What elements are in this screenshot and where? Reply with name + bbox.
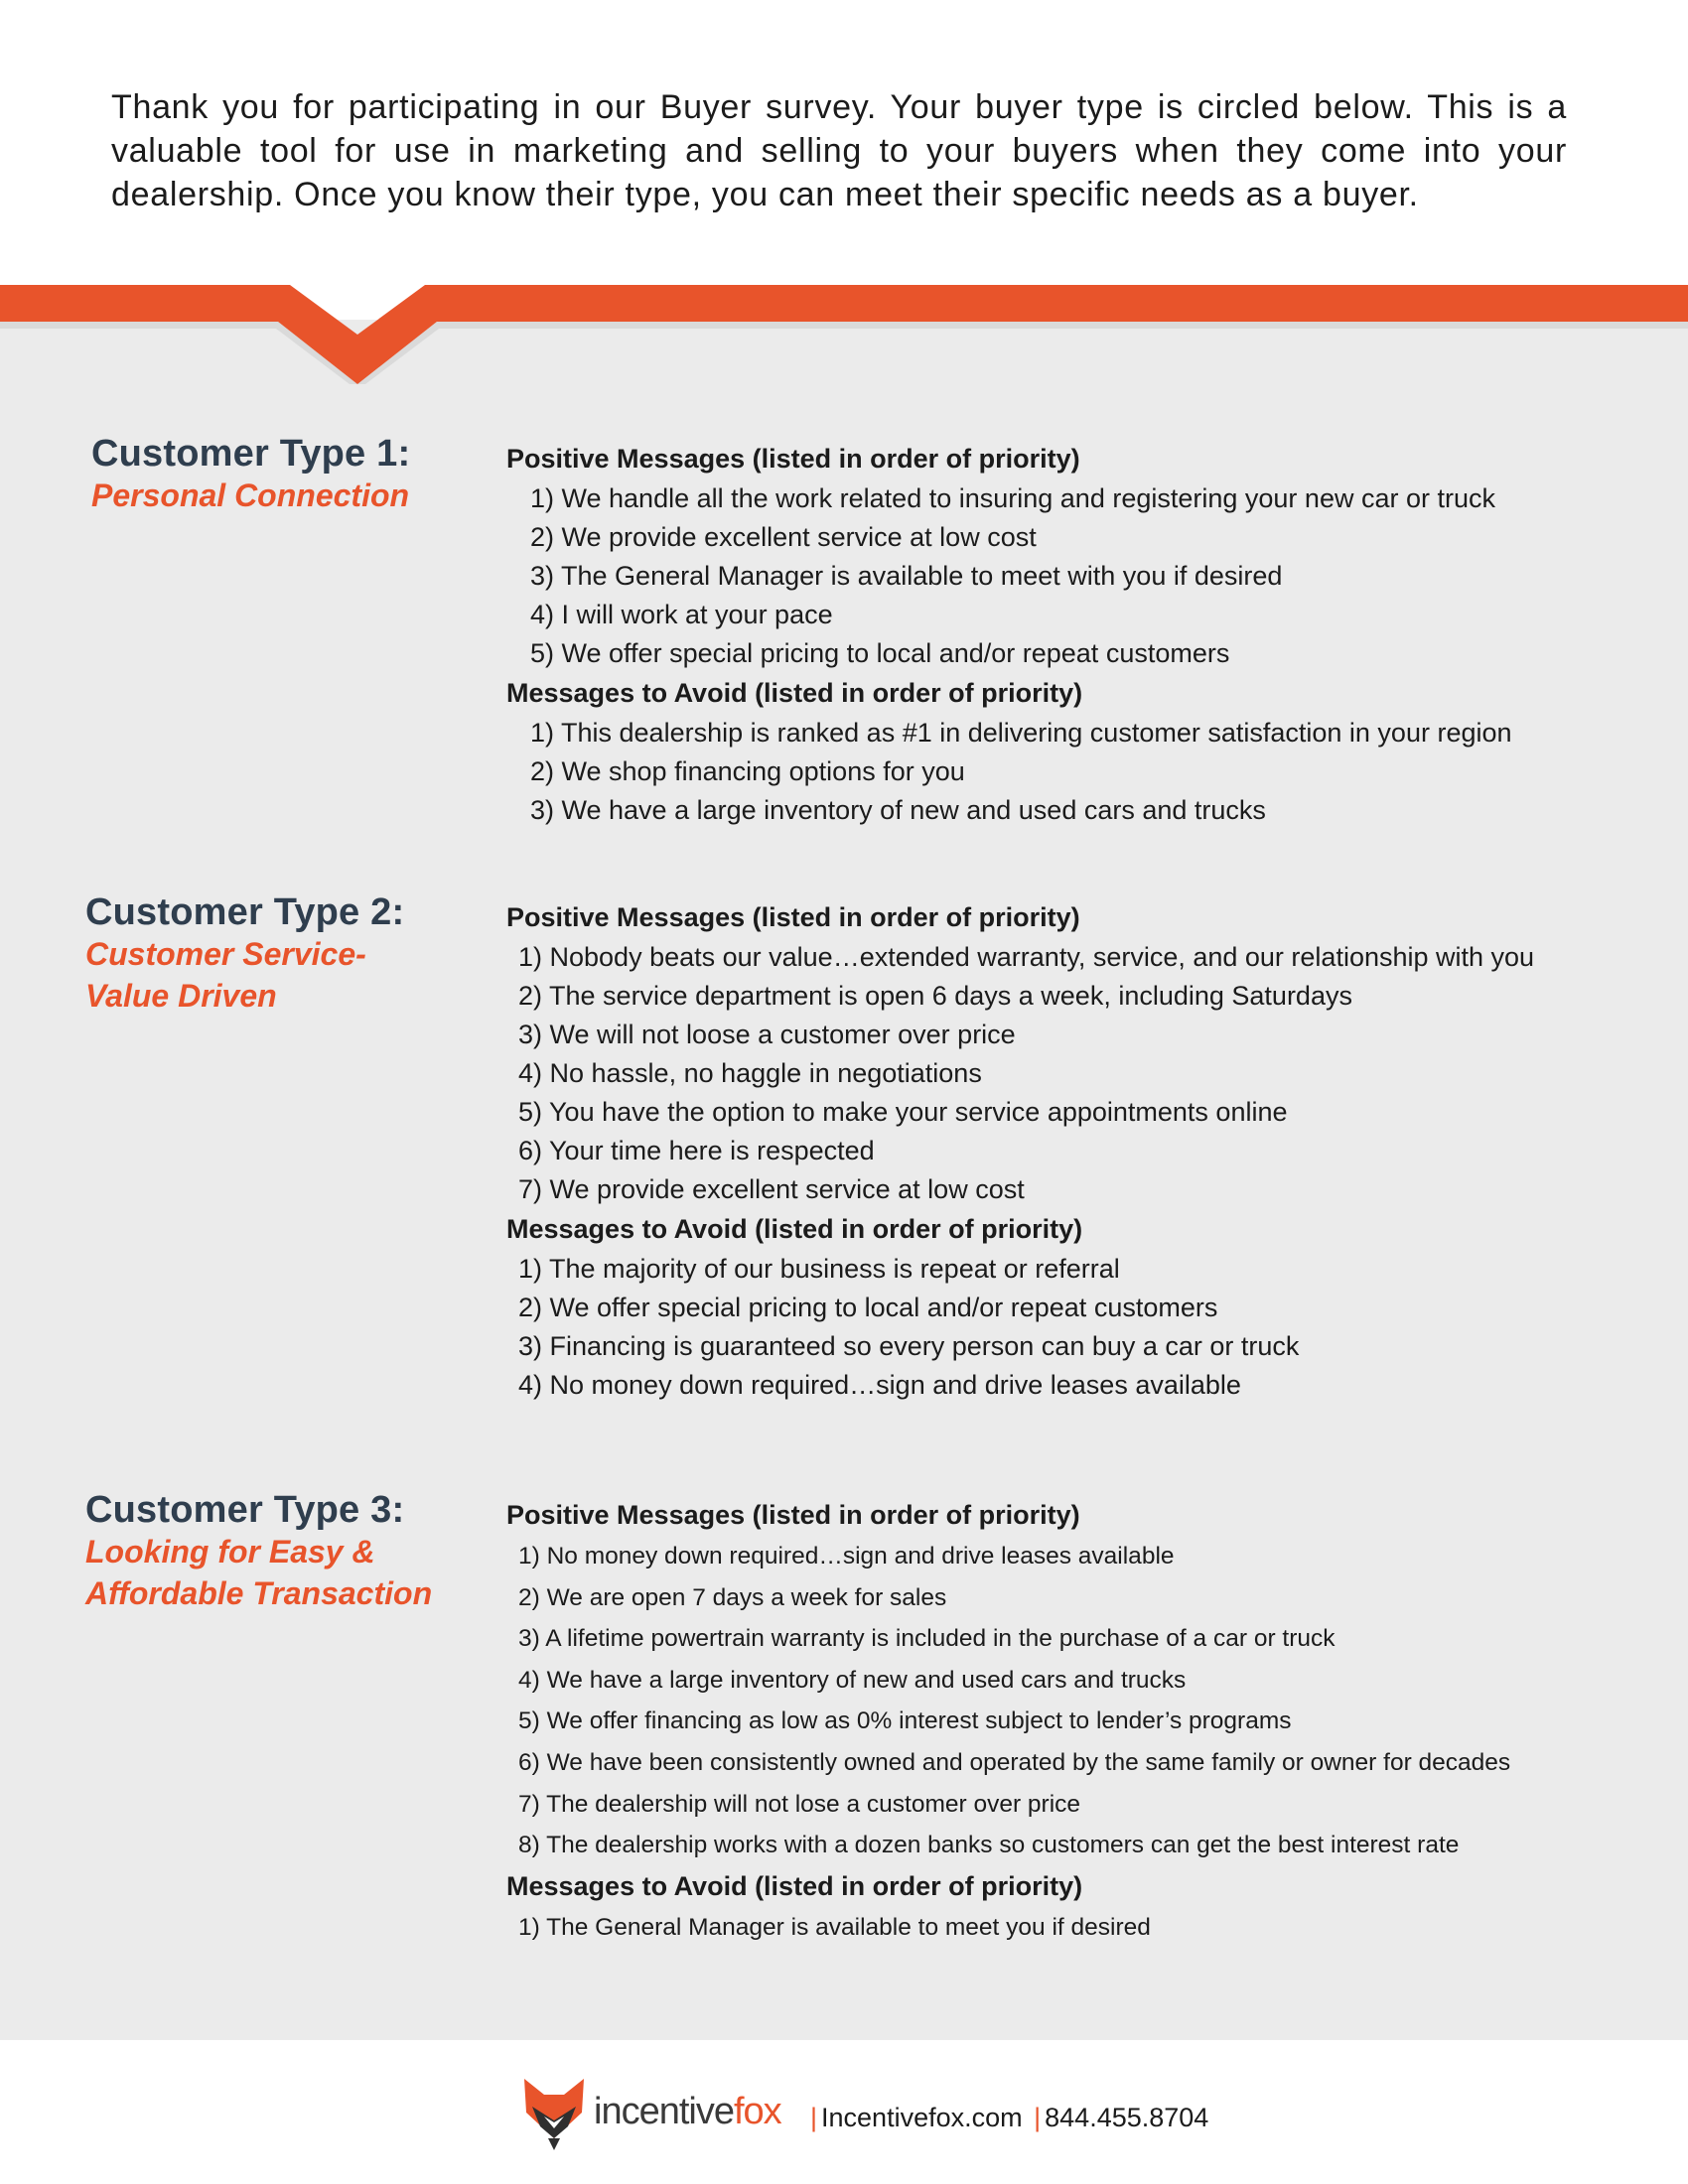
positive-messages-heading: Positive Messages (listed in order of priority)	[506, 902, 1080, 932]
list-item: 7) The dealership will not lose a customer over price	[518, 1790, 1081, 1818]
positive-messages-heading: Positive Messages (listed in order of priority)	[506, 1500, 1080, 1530]
footer-contact	[806, 2103, 1208, 2133]
customer-type-2-title: Customer Type 2:	[85, 891, 405, 933]
customer-type-3-title: Customer Type 3:	[85, 1489, 405, 1531]
list-item: 2) We shop financing options for you	[530, 756, 965, 786]
list-item: 6) Your time here is respected	[518, 1136, 875, 1165]
list-item: 5) We offer financing as low as 0% interest subject to lender’s programs	[518, 1707, 1292, 1735]
intro-paragraph: Thank you for participating in our Buyer survey. Your buyer type is circled below. This is a valuable tool for use in marketing and selling to your buyers when they come into your dealership. Once you know their type, you can meet their specific needs as a buyer.	[111, 88, 1567, 213]
list-item: 1) We handle all the work related to insuring and registering your new car or truck	[530, 483, 1495, 513]
customer-type-1-messages	[506, 439, 1512, 830]
list-item: 3) We will not loose a customer over price	[518, 1020, 1016, 1049]
separator: |	[810, 2103, 818, 2132]
list-item: 2) We are open 7 days a week for sales	[518, 1583, 947, 1611]
list-item: 2) We offer special pricing to local and/or repeat customers	[518, 1293, 1218, 1322]
customer-type-1-title: Customer Type 1:	[91, 433, 411, 475]
logo-part-1: incentive	[594, 2091, 734, 2132]
list-item: 1) The majority of our business is repeat or referral	[518, 1254, 1120, 1284]
list-item: 3) A lifetime powertrain warranty is included in the purchase of a car or truck	[518, 1625, 1336, 1653]
website-link[interactable]: Incentivefox.com	[821, 2103, 1023, 2132]
customer-type-2-messages	[506, 897, 1534, 1405]
list-item: 8) The dealership works with a dozen banks so customers can get the best interest rate	[518, 1832, 1460, 1859]
list-item: 2) The service department is open 6 days a week, including Saturdays	[518, 981, 1352, 1011]
list-item: 7) We provide excellent service at low cost	[518, 1174, 1025, 1204]
separator: |	[1034, 2103, 1042, 2132]
list-item: 4) I will work at your pace	[530, 600, 833, 629]
messages-to-avoid-heading: Messages to Avoid (listed in order of priority)	[506, 678, 1083, 708]
company-logo-text	[594, 2091, 781, 2133]
list-item: 1) No money down required…sign and drive leases available	[518, 1543, 1175, 1570]
list-item: 3) We have a large inventory of new and used cars and trucks	[530, 795, 1266, 825]
list-item: 3) The General Manager is available to meet with you if desired	[530, 561, 1283, 591]
positive-messages-heading: Positive Messages (listed in order of priority)	[506, 444, 1080, 474]
list-item: 4) No hassle, no haggle in negotiations	[518, 1058, 982, 1088]
list-item: 3) Financing is guaranteed so every person can buy a car or truck	[518, 1331, 1300, 1361]
list-item: 5) You have the option to make your service appointments online	[518, 1097, 1288, 1127]
list-item: 1) This dealership is ranked as #1 in delivering customer satisfaction in your region	[530, 718, 1512, 748]
list-item: 2) We provide excellent service at low cost	[530, 522, 1037, 552]
list-item: 1) Nobody beats our value…extended warranty, service, and our relationship with you	[518, 942, 1535, 972]
list-item: 4) No money down required…sign and drive leases available	[518, 1370, 1241, 1400]
messages-to-avoid-heading: Messages to Avoid (listed in order of priority)	[506, 1870, 1083, 1901]
list-item: 1) The General Manager is available to meet you if desired	[518, 1913, 1151, 1941]
phone-number[interactable]: 844.455.8704	[1045, 2103, 1209, 2132]
customer-type-3-subtitle-line-1: Looking for Easy &	[85, 1534, 375, 1570]
logo-part-2: fox	[733, 2091, 781, 2132]
list-item: 4) We have a large inventory of new and used cars and trucks	[518, 1666, 1187, 1694]
customer-type-2-subtitle-line-1: Customer Service-	[85, 936, 366, 972]
customer-type-1-subtitle: Personal Connection	[91, 478, 410, 513]
fox-icon	[522, 2077, 586, 2152]
list-item: 5) We offer special pricing to local and/or repeat customers	[530, 638, 1230, 668]
orange-chevron-banner	[0, 285, 1688, 384]
customer-type-3-messages	[506, 1495, 1510, 1948]
customer-type-2-subtitle-line-2: Value Driven	[85, 978, 277, 1014]
messages-to-avoid-heading: Messages to Avoid (listed in order of priority)	[506, 1214, 1083, 1244]
list-item: 6) We have been consistently owned and operated by the same family or owner for decades	[518, 1748, 1511, 1776]
customer-type-3-subtitle-line-2: Affordable Transaction	[85, 1575, 433, 1611]
